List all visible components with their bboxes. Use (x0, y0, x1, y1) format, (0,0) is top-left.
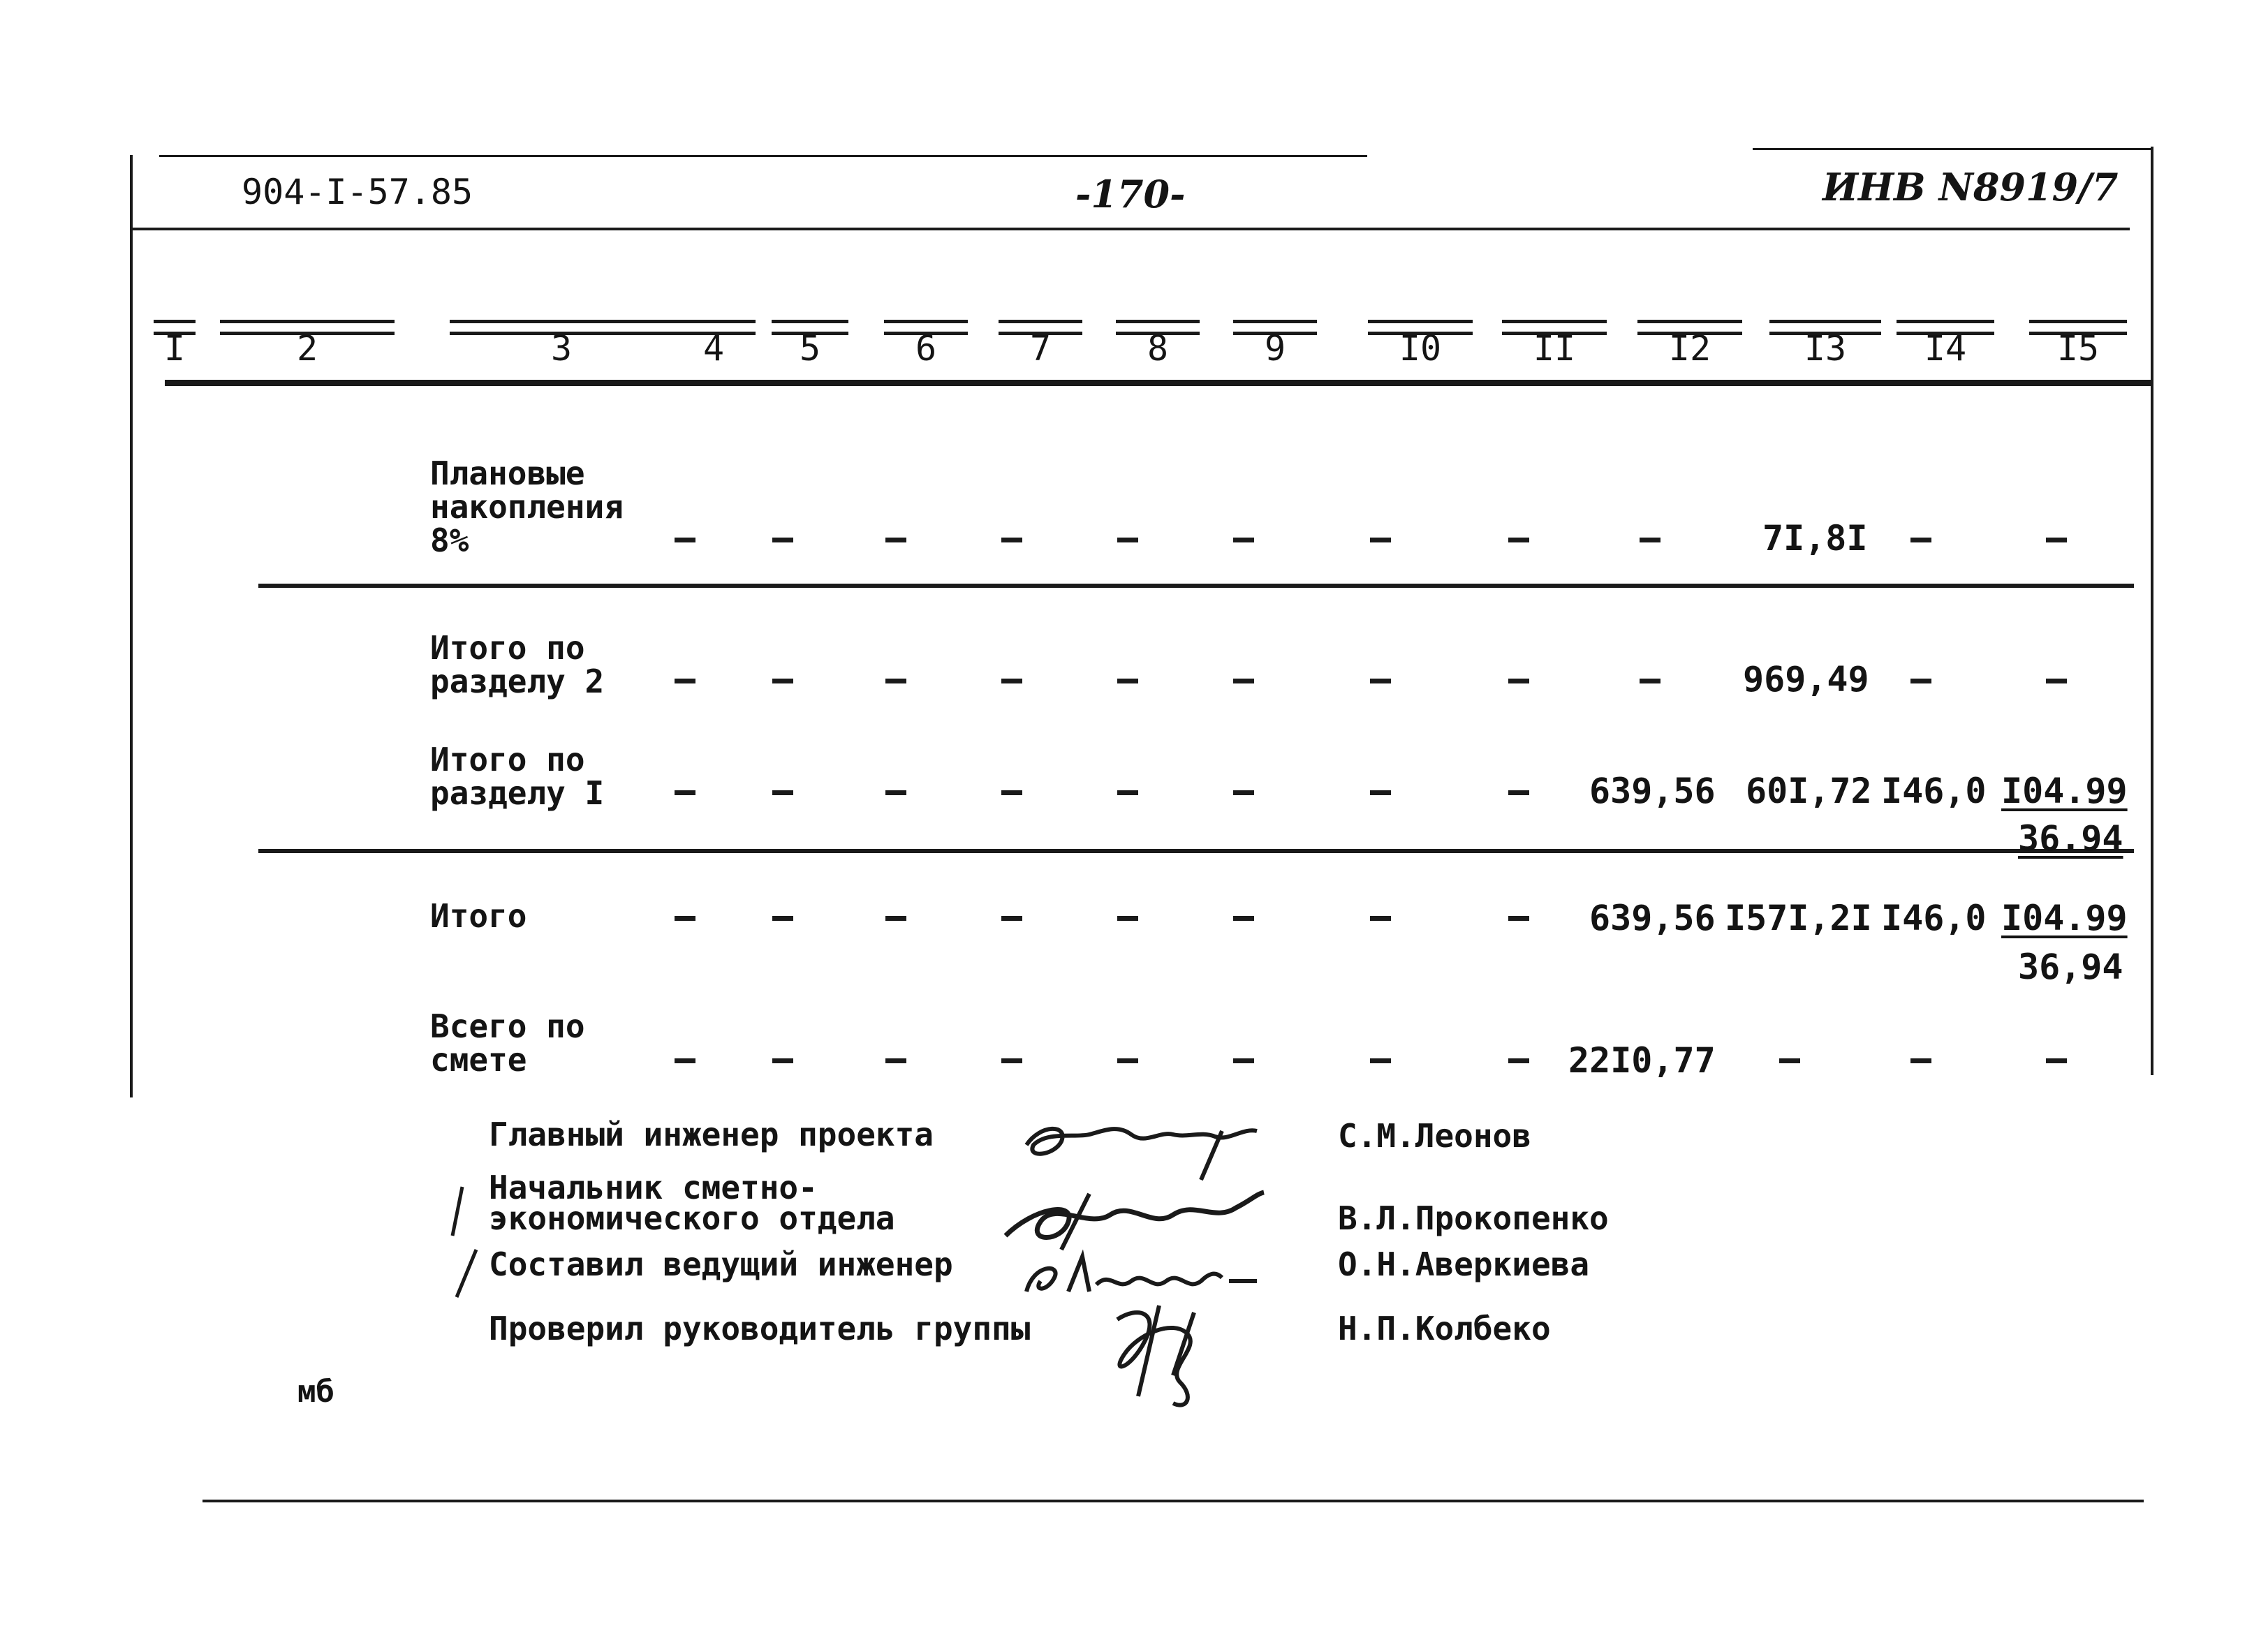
row-label-planned-savings: Плановые накопления 8% (430, 454, 624, 559)
empty-cell-dash (675, 790, 695, 795)
empty-cell-dash (885, 538, 906, 542)
row-label-total: Итого (430, 897, 527, 935)
empty-cell-dash (1117, 916, 1138, 921)
empty-cell-dash (1640, 538, 1660, 542)
empty-cell-dash (1508, 679, 1529, 683)
name-kolbeko: Н.П.Колбеко (1338, 1310, 1551, 1347)
row4-col12-value: 639,56 (1589, 898, 1716, 938)
column-number-2: 2 (296, 328, 318, 369)
row5-col12-value: 22I0,77 (1568, 1040, 1716, 1081)
empty-cell-dash (1001, 538, 1022, 542)
empty-cell-dash (1117, 790, 1138, 795)
page-number: -170- (1075, 172, 1186, 216)
empty-cell-dash (1117, 1058, 1138, 1063)
inventory-number: ИНВ N8919/7 (1822, 165, 2119, 209)
empty-cell-dash (1910, 679, 1931, 683)
role-group-leader: Проверил руководитель группы (489, 1310, 1031, 1347)
empty-cell-dash (1910, 1058, 1931, 1063)
signature-kolbeko (1096, 1292, 1236, 1410)
frame-right-border (2151, 147, 2153, 1075)
header-bottom-rule (133, 228, 2130, 230)
empty-cell-dash (1370, 679, 1391, 683)
row-label-total-section-2: Итого по разделу 2 (430, 629, 605, 700)
column-number-4: 4 (702, 328, 725, 369)
column-number-10: I0 (1399, 328, 1442, 369)
column-number-7: 7 (1029, 328, 1052, 369)
name-averkieva: О.Н.Аверкиева (1338, 1245, 1590, 1283)
empty-cell-dash (1508, 916, 1529, 921)
empty-cell-dash (772, 790, 793, 795)
footer-mark: мб (297, 1374, 334, 1410)
row1-col13-value: 7I,8I (1762, 518, 1868, 559)
empty-cell-dash (2046, 679, 2067, 683)
empty-cell-dash (1117, 538, 1138, 542)
row-label-total-section-1: Итого по разделу I (430, 741, 605, 812)
empty-cell-dash (885, 790, 906, 795)
empty-cell-dash (675, 916, 695, 921)
column-number-6: 6 (915, 328, 937, 369)
row-label-estimate-total: Всего по смете (430, 1007, 585, 1079)
column-number-13: I3 (1804, 328, 1847, 369)
header-top-rule (159, 155, 1367, 157)
empty-cell-dash (1640, 679, 1660, 683)
empty-cell-dash (1508, 538, 1529, 542)
column-number-3: 3 (550, 328, 573, 369)
empty-cell-dash (1370, 916, 1391, 921)
name-prokopenko: В.Л.Прокопенко (1338, 1199, 1609, 1237)
column-number-5: 5 (799, 328, 821, 369)
row2-col13-value: 969,49 (1743, 659, 1869, 700)
empty-cell-dash (772, 679, 793, 683)
empty-cell-dash (885, 916, 906, 921)
margin-mark-slashes (447, 1180, 489, 1299)
empty-cell-dash (1001, 790, 1022, 795)
column-number-15: I5 (2056, 328, 2100, 369)
column-number-14: I4 (1924, 328, 1967, 369)
empty-cell-dash (1779, 1058, 1800, 1063)
frame-left-border (130, 155, 133, 1097)
empty-cell-dash (1233, 790, 1254, 795)
name-leonov: С.М.Леонов (1338, 1117, 1531, 1155)
empty-cell-dash (1233, 916, 1254, 921)
empty-cell-dash (1233, 679, 1254, 683)
empty-cell-dash (675, 538, 695, 542)
empty-cell-dash (885, 679, 906, 683)
empty-cell-dash (1001, 1058, 1022, 1063)
column-number-12: I2 (1668, 328, 1711, 369)
empty-cell-dash (1910, 538, 1931, 542)
empty-cell-dash (1508, 1058, 1529, 1063)
row-separator-1 (258, 584, 2134, 588)
empty-cell-dash (1370, 790, 1391, 795)
role-lead-engineer: Составил ведущий инженер (489, 1245, 953, 1283)
empty-cell-dash (772, 538, 793, 542)
row3-col14-value: I46,0 (1881, 771, 1987, 811)
column-header-bottom-rule (165, 380, 2152, 386)
empty-cell-dash (675, 679, 695, 683)
empty-cell-dash (1233, 538, 1254, 542)
row4-col13-value: I57I,2I (1725, 898, 1872, 938)
empty-cell-dash (1117, 679, 1138, 683)
empty-cell-dash (2046, 538, 2067, 542)
header-top-rule-right (1753, 148, 2152, 150)
empty-cell-dash (1370, 538, 1391, 542)
row3-col13-value: 60I,72 (1746, 771, 1872, 811)
signature-leonov (1012, 1103, 1278, 1187)
row-separator-2 (258, 849, 2134, 853)
column-number-11: II (1533, 328, 1576, 369)
role-head-estimate-dept: Начальник сметно- экономического отдела (489, 1169, 895, 1237)
column-number-8: 8 (1147, 328, 1169, 369)
doc-code: 904-I-57.85 (242, 172, 473, 212)
empty-cell-dash (885, 1058, 906, 1063)
row3-col15-bottom-value: 36.94 (2018, 818, 2123, 859)
empty-cell-dash (675, 1058, 695, 1063)
row4-col15-top-value: I04.99 (2001, 898, 2128, 938)
bottom-rule (202, 1500, 2144, 1502)
row4-col15-bottom-value: 36,94 (2018, 947, 2123, 987)
empty-cell-dash (1001, 916, 1022, 921)
empty-cell-dash (1233, 1058, 1254, 1063)
column-number-9: 9 (1264, 328, 1286, 369)
empty-cell-dash (1508, 790, 1529, 795)
empty-cell-dash (772, 916, 793, 921)
row4-col14-value: I46,0 (1881, 898, 1987, 938)
empty-cell-dash (1370, 1058, 1391, 1063)
role-chief-engineer: Главный инженер проекта (489, 1116, 934, 1153)
empty-cell-dash (1001, 679, 1022, 683)
empty-cell-dash (2046, 1058, 2067, 1063)
row3-col12-value: 639,56 (1589, 771, 1716, 811)
empty-cell-dash (772, 1058, 793, 1063)
row3-col15-top-value: I04.99 (2001, 771, 2128, 811)
column-number-1: I (163, 328, 186, 369)
